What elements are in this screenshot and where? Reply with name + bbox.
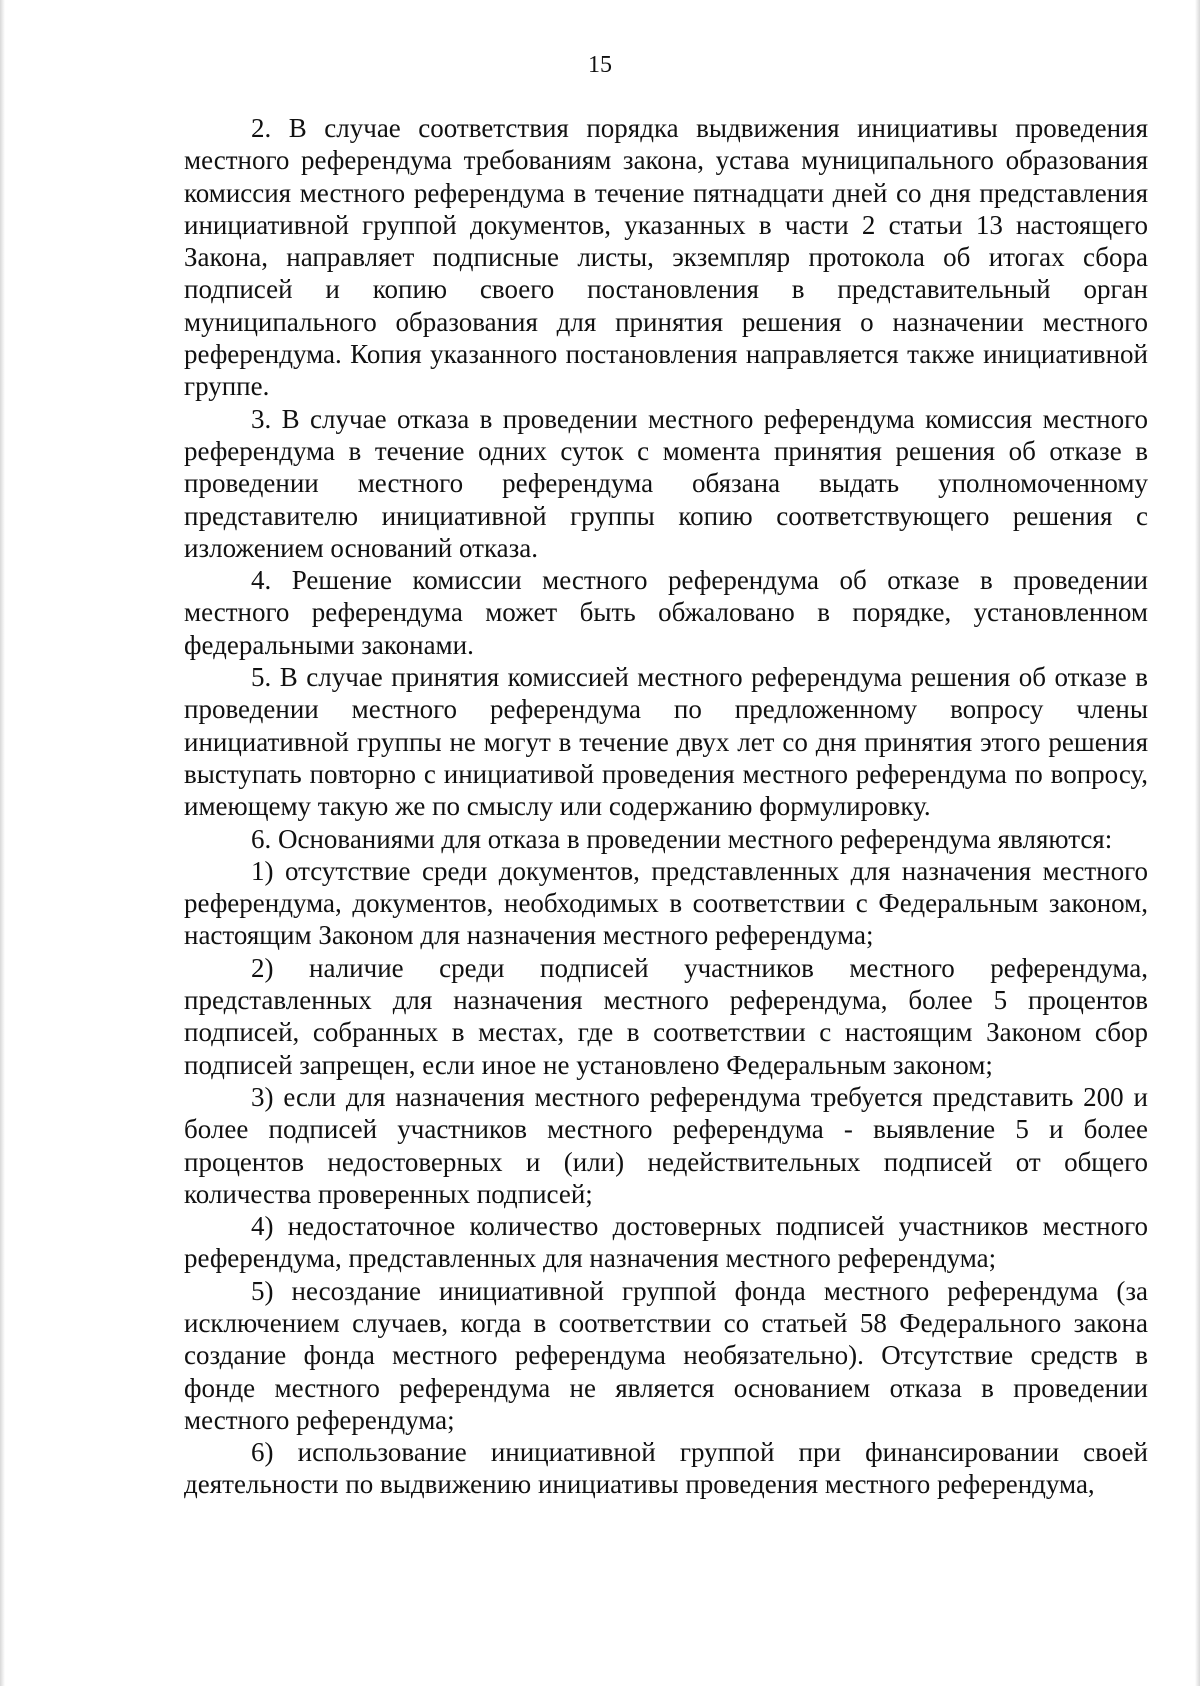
paragraph-5: 5. В случае принятия комиссией местного референдума решения об отказе в проведении местного референдума по предложенному вопросу члены инициативной группы не могут в течение двух лет со дня принятия этого решения выступать повторно с инициативой проведения местного референдума по вопросу, имеющему такую же по смыслу или содержанию формулировку. [184, 662, 1148, 822]
page-number: 15 [588, 52, 612, 78]
paragraph-2: 2. В случае соответствия порядка выдвижения инициативы проведения местного референдума требованиям закона, устава муниципального образования комиссия местного референдума в течение пятнадцати дней со дня представления инициативной группой документов, указанных в части 2 статьи 13 настоящего Закона, направляет подписные листы, экземпляр протокола об итогах сбора подписей и копию своего постановления в представительный орган муниципального образования для принятия решения о назначении местного референдума. Копия указанного постановления направляется также инициативной группе. [184, 113, 1148, 402]
list-item-3: 3) если для назначения местного референдума требуется представить 200 и более подписей участников местного референдума - выявление 5 и более процентов недостоверных и (или) недействительных подписей от общего количества проверенных подписей; [184, 1081, 1148, 1209]
scan-edge-left [0, 0, 5, 1686]
list-item-4: 4) недостаточное количество достоверных подписей участников местного референдума, представленных для назначения местного референдума; [184, 1211, 1148, 1274]
scan-edge-right [1195, 0, 1200, 1686]
paragraph-4: 4. Решение комиссии местного референдума об отказе в проведении местного референдума может быть обжаловано в порядке, установленном федеральными законами. [184, 565, 1148, 660]
list-item-2: 2) наличие среди подписей участников местного референдума, представленных для назначения местного референдума, более 5 процентов подписей, собранных в местах, где в соответствии с настоящим Законом сбор подписей запрещен, если иное не установлено Федеральным законом; [184, 952, 1148, 1080]
document-body [184, 112, 1148, 1501]
list-item-5: 5) несоздание инициативной группой фонда местного референдума (за исключением случаев, когда в соответствии со статьей 58 Федерального закона создание фонда местного референдума необязательно). Отсутствие средств в фонде местного референдума не является основанием отказа в проведении местного референдума; [184, 1275, 1148, 1435]
paragraph-3: 3. В случае отказа в проведении местного референдума комиссия местного референдума в течение одних суток с момента принятия решения об отказе в проведении местного референдума обязана выдать уполномоченному представителю инициативной группы копию соответствующего решения с изложением оснований отказа. [184, 403, 1148, 563]
paragraph-6: 6. Основаниями для отказа в проведении местного референдума являются: [251, 823, 1113, 854]
list-item-1: 1) отсутствие среди документов, представленных для назначения местного референдума, документов, необходимых в соответствии с Федеральным законом, настоящим Законом для назначения местного референдума; [184, 855, 1148, 951]
list-item-6: 6) использование инициативной группой при финансировании своей деятельности по выдвижению инициативы проведения местного референдума, [184, 1437, 1148, 1500]
